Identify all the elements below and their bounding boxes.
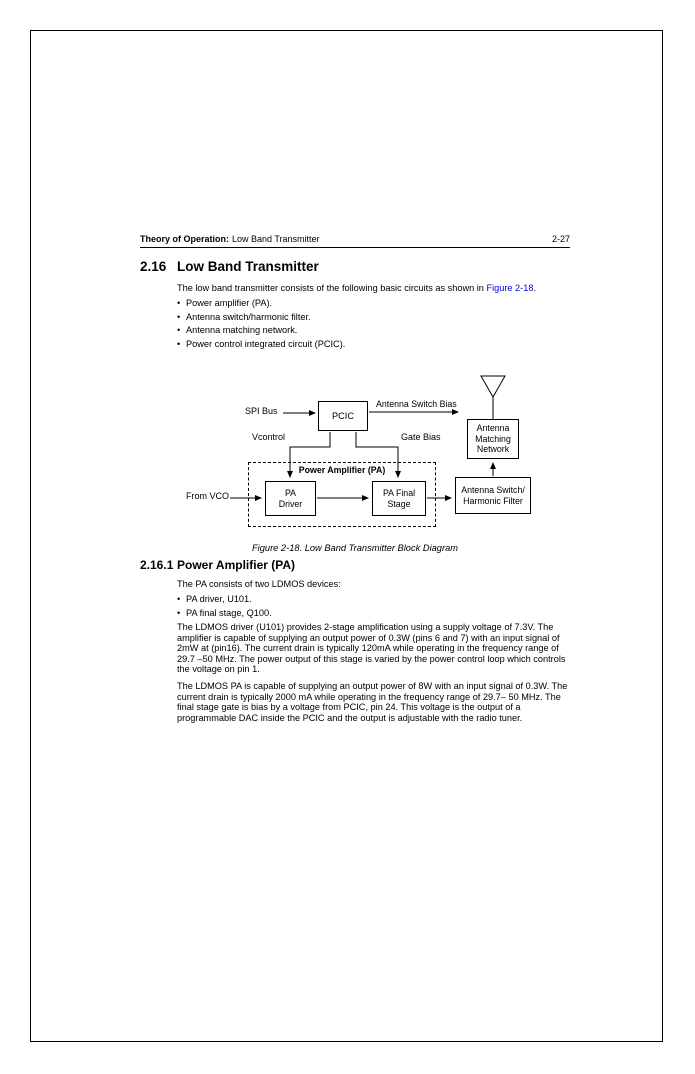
power-amplifier-group-label: Power Amplifier (PA) bbox=[298, 465, 386, 475]
from-vco-label: From VCO bbox=[186, 491, 230, 501]
paragraph-ldmos-pa: The LDMOS PA is capable of supplying an output power of 8W with an input signal of 0.3W. The current drain is typically 2000 mA while operating in the frequency range of 29.7– 50 MHz. The final stage gate is bias by a voltage from PCIC, pin 24. This voltage is the output of a programmable DAC inside the PCIC and the output is adjustable with the radio tuner. bbox=[177, 681, 568, 723]
list-item-text: Antenna matching network. bbox=[186, 325, 298, 336]
antenna-switch-bias-label: Antenna Switch Bias bbox=[376, 399, 457, 409]
bullet-marker bbox=[177, 608, 186, 619]
list-item-text: Power control integrated circuit (PCIC). bbox=[186, 338, 346, 349]
list-item-text: Antenna switch/harmonic filter. bbox=[186, 311, 311, 322]
subsection-heading bbox=[140, 558, 295, 572]
box-label: Stage bbox=[387, 498, 411, 509]
subsection-lead: The PA consists of two LDMOS devices: bbox=[177, 579, 341, 589]
intro-text: The low band transmitter consists of the following basic circuits as shown in bbox=[177, 283, 487, 293]
pa-driver-box bbox=[265, 481, 316, 516]
gate-bias-label: Gate Bias bbox=[401, 432, 441, 442]
vcontrol-label: Vcontrol bbox=[252, 432, 286, 442]
box-label: PCIC bbox=[332, 410, 354, 421]
subsection-title: Power Amplifier (PA) bbox=[177, 558, 296, 572]
circuit-bullet-list bbox=[177, 298, 571, 352]
page-border bbox=[30, 30, 663, 1042]
section-number: 2.16 bbox=[140, 259, 167, 274]
antenna-matching-network-box bbox=[467, 419, 519, 459]
box-label: PA bbox=[284, 488, 297, 498]
list-item bbox=[177, 325, 571, 336]
intro-paragraph bbox=[177, 283, 571, 294]
running-header-section: Theory of Operation: bbox=[140, 234, 230, 244]
running-header bbox=[140, 234, 570, 244]
box-label: Matching bbox=[475, 433, 511, 444]
box-label: Driver bbox=[278, 498, 303, 509]
spi-bus-label: SPI Bus bbox=[245, 406, 278, 416]
list-item bbox=[177, 594, 571, 605]
intro-period: . bbox=[533, 283, 536, 293]
box-label: Harmonic Filter bbox=[463, 495, 523, 506]
box-label: Antenna bbox=[476, 423, 510, 434]
antenna-switch-harmonic-filter-box bbox=[455, 477, 531, 514]
list-item bbox=[177, 312, 571, 323]
bullet-marker bbox=[177, 298, 186, 309]
bullet-marker bbox=[177, 325, 186, 336]
pcic-box bbox=[318, 401, 368, 431]
header-rule bbox=[140, 247, 570, 248]
list-item bbox=[177, 339, 571, 350]
running-header-text bbox=[140, 234, 320, 244]
bullet-marker bbox=[177, 339, 186, 350]
list-item-text: Power amplifier (PA). bbox=[186, 298, 273, 308]
subsection-number: 2.16.1 bbox=[140, 558, 174, 572]
list-item bbox=[177, 298, 571, 309]
running-header-title: Low Band Transmitter bbox=[232, 234, 320, 244]
box-label: Network bbox=[476, 444, 510, 455]
figure-caption: Figure 2-18. Low Band Transmitter Block Diagram bbox=[252, 543, 458, 553]
box-label: Antenna Switch/ bbox=[461, 485, 525, 495]
paragraph-ldmos-driver: The LDMOS driver (U101) provides 2-stage amplification using a supply voltage of 7.3V. The amplifier is capable of supplying an output power of 0.3W (pins 6 and 7) with an input signal of 2mW at (pin16). The current drain is typically 120mA while operating in the frequency range of 29.7 –50 MHz. The power output of this stage is varied by the power control loop which controls the voltage on pin 1. bbox=[177, 622, 566, 675]
section-title: Low Band Transmitter bbox=[177, 259, 319, 274]
page-number: 2-27 bbox=[551, 234, 570, 244]
list-item-text: PA driver, U101. bbox=[186, 594, 252, 604]
box-label: PA Final bbox=[382, 488, 416, 498]
section-heading bbox=[140, 259, 319, 274]
bullet-marker bbox=[177, 594, 186, 605]
list-item-text: PA final stage, Q100. bbox=[186, 607, 272, 618]
ldmos-bullet-list bbox=[177, 594, 571, 621]
pa-final-stage-box bbox=[372, 481, 426, 516]
list-item bbox=[177, 608, 571, 619]
figure-2-18-link[interactable]: Figure 2-18 bbox=[486, 283, 534, 293]
bullet-marker bbox=[177, 312, 186, 323]
